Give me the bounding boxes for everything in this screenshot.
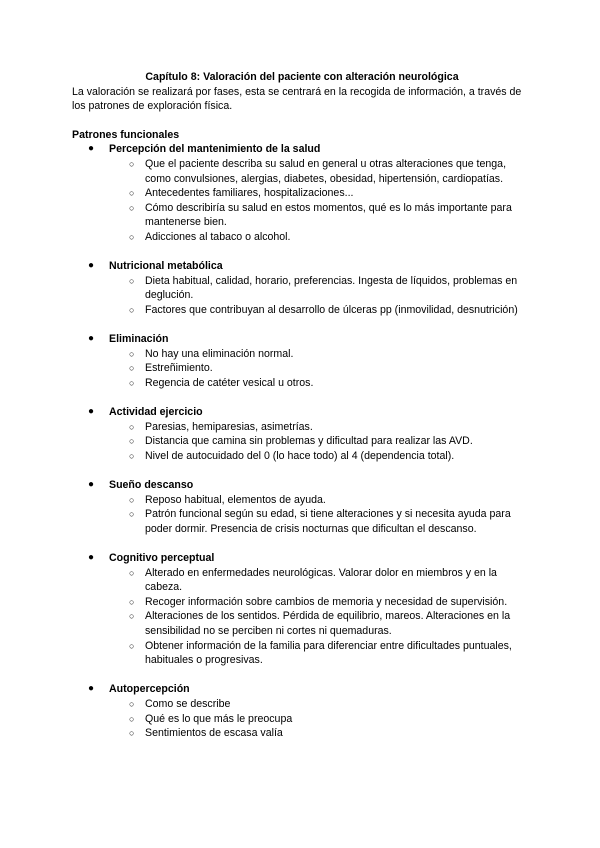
sub-list-item (109, 157, 532, 186)
sub-list-item (109, 595, 532, 610)
document-page (72, 70, 532, 741)
pattern-item (72, 682, 532, 740)
sub-item-text: Regencia de catéter vesical u otros. (145, 376, 314, 389)
sub-list-item (109, 420, 532, 435)
intro-paragraph: La valoración se realizará por fases, esta se centrará en la recogida de información, a través de los patrones de exploración física. (72, 85, 522, 113)
hollow-bullet-icon: ○ (129, 611, 135, 622)
pattern-item (72, 551, 532, 668)
hollow-bullet-icon: ○ (129, 158, 135, 169)
sub-item-text: Recoger información sobre cambios de memoria y necesidad de supervisión. (145, 595, 508, 608)
sub-list-item (109, 493, 532, 508)
sub-item-text: Estreñimiento. (145, 362, 213, 375)
hollow-bullet-icon: ○ (129, 275, 135, 286)
sub-item-text: Patrón funcional según su edad, si tiene alteraciones y si necesita ayuda para poder dormir. Presencia de crisis nocturnas que dificultan el descanso. (145, 508, 511, 535)
hollow-bullet-icon: ○ (129, 596, 135, 607)
sub-list-item (109, 303, 532, 318)
pattern-name: Eliminación (109, 333, 169, 346)
hollow-bullet-icon: ○ (129, 450, 135, 461)
hollow-bullet-icon: ○ (129, 304, 135, 315)
hollow-bullet-icon: ○ (129, 231, 135, 242)
hollow-bullet-icon: ○ (129, 698, 135, 709)
sub-list-item (109, 274, 532, 303)
hollow-bullet-icon: ○ (129, 728, 135, 739)
sub-item-text: Factores que contribuyan al desarrollo de úlceras pp (inmovilidad, desnutrición) (145, 303, 518, 316)
sub-item-text: No hay una eliminación normal. (145, 347, 294, 360)
pattern-sub-list (109, 420, 532, 464)
sub-list-item (109, 712, 532, 727)
pattern-name: Actividad ejercicio (109, 406, 203, 419)
sub-item-text: Alterado en enfermedades neurológicas. Valorar dolor en miembros y en la cabeza. (145, 566, 497, 594)
sub-item-text: Reposo habitual, elementos de ayuda. (145, 493, 326, 506)
pattern-sub-list (109, 566, 532, 668)
sub-list-item (109, 347, 532, 362)
sub-item-text: Adicciones al tabaco o alcohol. (145, 230, 291, 243)
pattern-item (72, 259, 532, 317)
sub-item-text: Distancia que camina sin problemas y dificultad para realizar las AVD. (145, 435, 473, 448)
sub-item-text: Paresias, hemiparesias, asimetrías. (145, 420, 313, 433)
sub-list-item (109, 697, 532, 712)
pattern-item (72, 405, 532, 463)
sub-item-text: Obtener información de la familia para diferenciar entre dificultades puntuales, habituales o progresivas. (145, 639, 512, 667)
sub-list-item (109, 201, 532, 230)
hollow-bullet-icon: ○ (129, 188, 135, 199)
sub-list-item (109, 507, 532, 536)
sub-item-text: Antecedentes familiares, hospitalizaciones... (145, 187, 354, 200)
pattern-name: Sueño descanso (109, 479, 194, 492)
sub-item-text: Que el paciente describa su salud en general u otras alteraciones que tenga, como convulsiones, alergias, diabetes, obesidad, hipertensión, cardiopatías. (145, 157, 507, 185)
hollow-bullet-icon: ○ (129, 640, 135, 651)
sub-item-text: Como se describe (145, 697, 231, 710)
sub-item-text: Nivel de autocuidado del 0 (lo hace todo) al 4 (dependencia total). (145, 449, 455, 462)
pattern-name: Percepción del mantenimiento de la salud (109, 143, 321, 156)
sub-item-text: Dieta habitual, calidad, horario, preferencias. Ingesta de líquidos, problemas en deglución. (145, 274, 518, 302)
pattern-sub-list (109, 697, 532, 741)
hollow-bullet-icon: ○ (129, 567, 135, 578)
bullet-icon: ● (88, 479, 95, 491)
sub-list-item (109, 376, 532, 391)
bullet-icon: ● (88, 552, 95, 563)
hollow-bullet-icon: ○ (129, 348, 135, 359)
sub-list-item (109, 186, 532, 201)
sub-list-item (109, 566, 532, 595)
bullet-icon: ● (88, 406, 95, 418)
hollow-bullet-icon: ○ (129, 509, 135, 520)
pattern-name: Nutricional metabólica (109, 260, 223, 273)
sub-list-item (109, 609, 532, 638)
sub-item-text: Cómo describiría su salud en estos momentos, qué es lo más importante para mantenerse bien. (145, 201, 512, 229)
sub-item-text: Sentimientos de escasa valía (145, 727, 283, 740)
hollow-bullet-icon: ○ (129, 494, 135, 505)
pattern-sub-list (109, 347, 532, 391)
hollow-bullet-icon: ○ (129, 436, 135, 447)
page-title: Capítulo 8: Valoración del paciente con alteración neurológica (145, 71, 459, 83)
pattern-name: Autopercepción (109, 683, 190, 696)
pattern-sub-list (109, 274, 532, 318)
pattern-item (72, 332, 532, 390)
sub-list-item (109, 639, 532, 668)
sub-list-item (109, 230, 532, 245)
sub-item-text: Qué es lo que más le preocupa (145, 712, 293, 725)
section-heading: Patrones funcionales (72, 128, 180, 141)
bullet-icon: ● (88, 143, 95, 155)
bullet-icon: ● (88, 683, 95, 695)
hollow-bullet-icon: ○ (129, 713, 135, 724)
hollow-bullet-icon: ○ (129, 377, 135, 388)
pattern-name: Cognitivo perceptual (109, 552, 215, 564)
hollow-bullet-icon: ○ (129, 421, 135, 432)
hollow-bullet-icon: ○ (129, 363, 135, 374)
pattern-item (72, 142, 532, 244)
bullet-icon: ● (88, 260, 95, 272)
pattern-sub-list (109, 493, 532, 537)
pattern-sub-list (109, 157, 532, 245)
sub-list-item (109, 434, 532, 449)
sub-list-item (109, 361, 532, 376)
sub-item-text: Alteraciones de los sentidos. Pérdida de equilibrio, mareos. Alteraciones en la sensibilidad no se perciben ni cortes ni quemaduras. (145, 610, 511, 637)
sub-list-item (109, 726, 532, 741)
bullet-icon: ● (88, 333, 95, 345)
hollow-bullet-icon: ○ (129, 202, 135, 213)
pattern-item (72, 478, 532, 536)
sub-list-item (109, 449, 532, 464)
patterns-list (72, 142, 532, 740)
